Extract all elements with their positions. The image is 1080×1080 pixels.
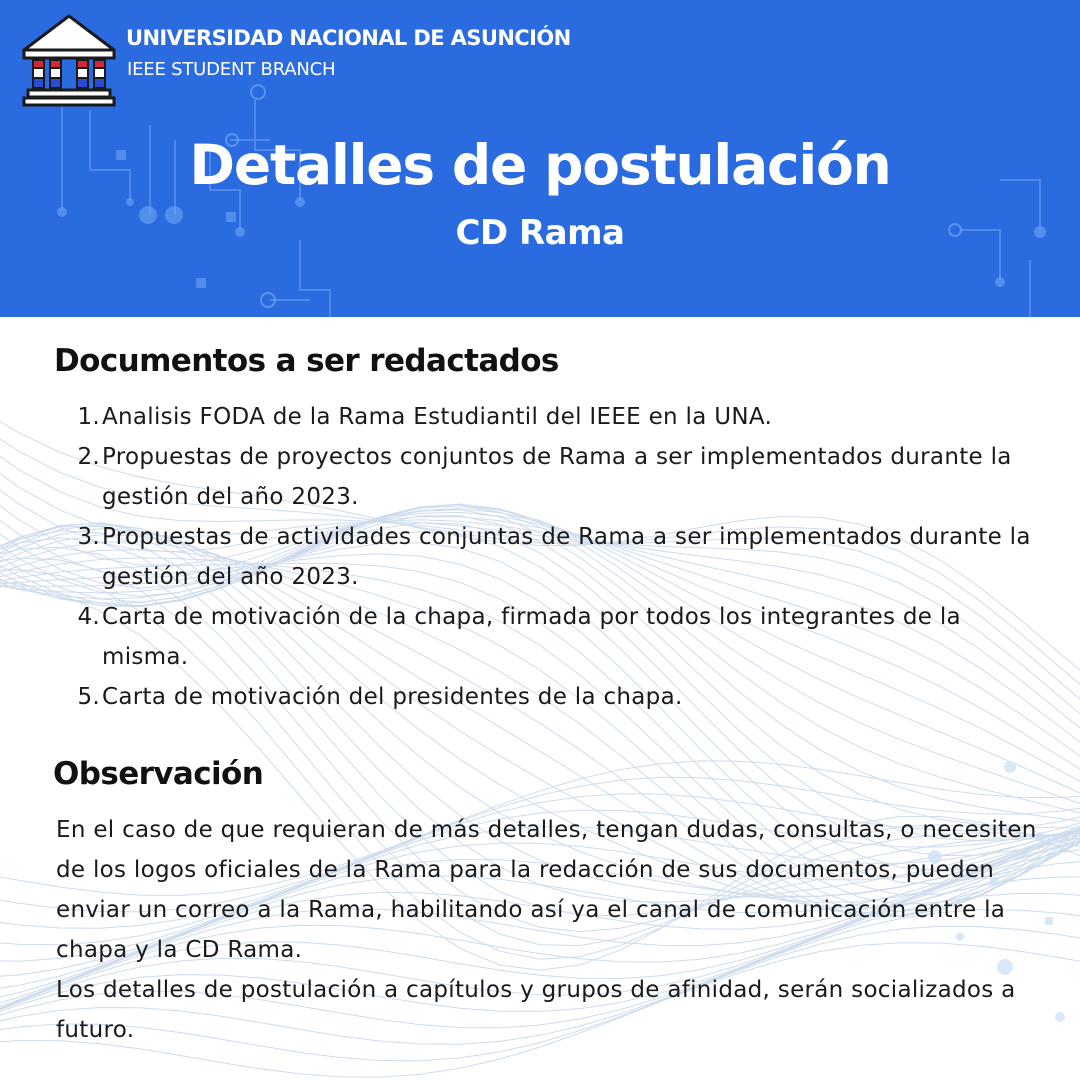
list-item [60,397,1035,437]
header-banner [0,0,1080,317]
observation-heading: Observación [53,756,264,792]
list-item [60,517,1035,597]
list-item-number: 4. [77,604,100,630]
list-item-text: Carta de motivación del presidentes de la chapa. [102,684,683,710]
list-item-text: Carta de motivación de la chapa, firmada por todos los integrantes de la misma. [102,604,961,670]
university-name: UNIVERSIDAD NACIONAL DE ASUNCIÓN [126,26,571,50]
observation-paragraph: Los detalles de postulación a capítulos y grupos de afinidad, serán socializados a futuro. [56,977,1016,1043]
observation-body [56,810,1041,1050]
list-item-number: 3. [77,524,100,550]
page-subtitle: CD Rama [455,213,625,253]
list-item-text: Propuestas de actividades conjuntas de Rama a ser implementados durante la gestión del año 2023. [102,524,1031,590]
documents-list [60,397,1035,717]
page-title: Detalles de postulación [189,133,891,197]
list-item-number: 2. [77,444,100,470]
list-item-text: Propuestas de proyectos conjuntos de Rama a ser implementados durante la gestión del año 2023. [102,444,1012,510]
list-item-number: 1. [77,404,100,430]
documents-heading: Documentos a ser redactados [54,343,559,379]
university-building-icon [20,12,118,108]
list-item-number: 5. [77,684,100,710]
observation-paragraph: En el caso de que requieran de más detalles, tengan dudas, consultas, o necesiten de los logos oficiales de la Rama para la redacción de sus documentos, pueden enviar un correo a la Rama, habilitando así ya el canal de comunicación entre la chapa y la CD Rama. [56,817,1037,963]
student-branch-name: IEEE STUDENT BRANCH [127,59,336,80]
list-item-text: Analisis FODA de la Rama Estudiantil del IEEE en la UNA. [102,404,773,430]
list-item [60,597,1035,677]
list-item [60,677,1035,717]
list-item [60,437,1035,517]
